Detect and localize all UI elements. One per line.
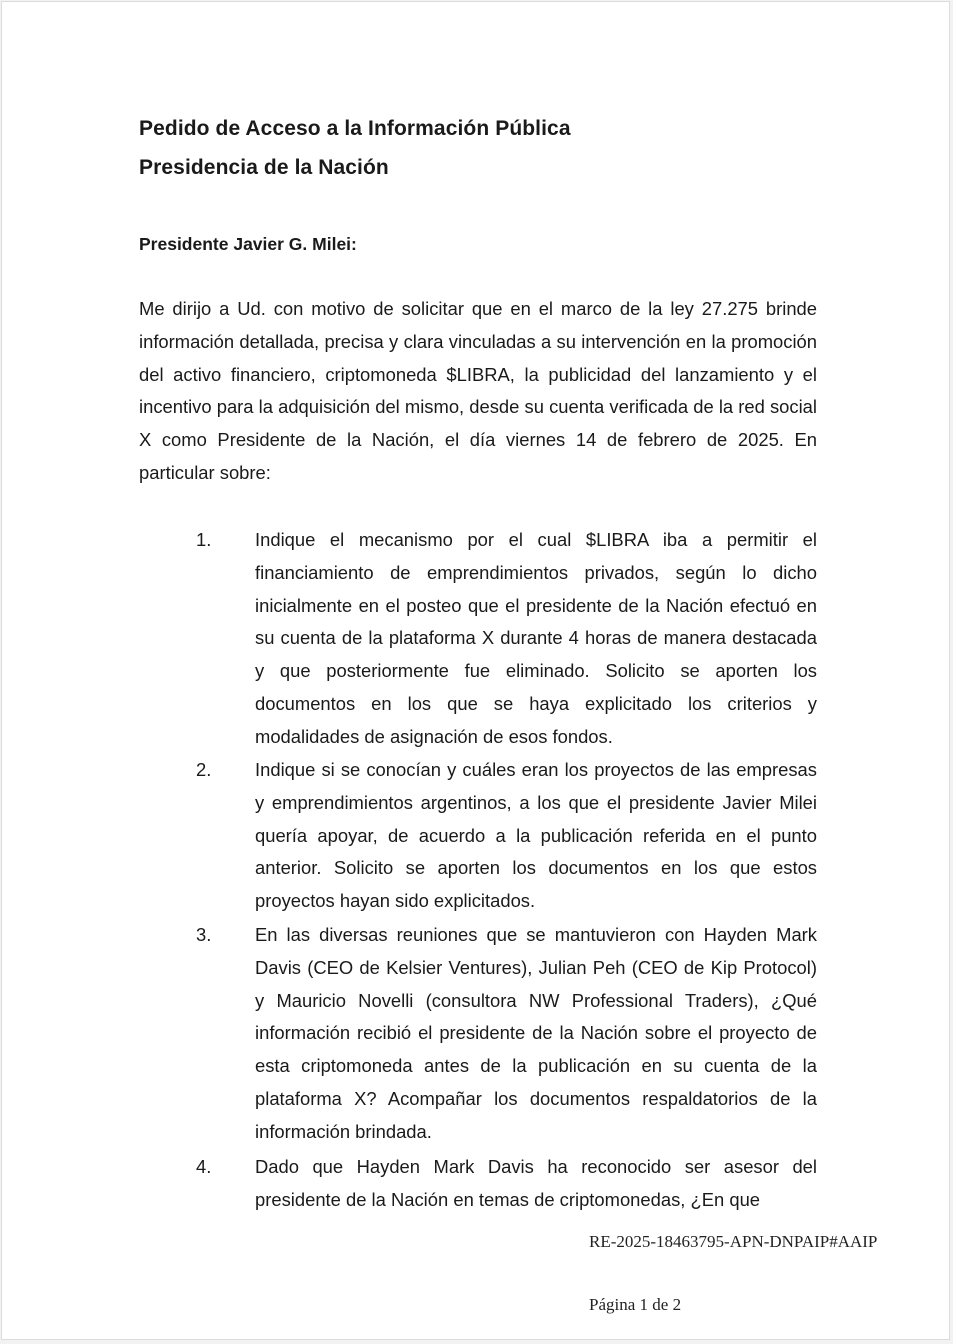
- document-page: [1, 1, 950, 1340]
- list-item-number: 4.: [196, 1156, 212, 1177]
- document-addressee-institution: Presidencia de la Nación: [139, 156, 389, 179]
- list-item-number: 1.: [196, 529, 212, 550]
- document-reference: RE-2025-18463795-APN-DNPAIP#AAIP: [589, 1232, 878, 1251]
- page-indicator: Página 1 de 2: [589, 1295, 682, 1314]
- intro-paragraph: Me dirijo a Ud. con motivo de solicitar que en el marco de la ley 27.275 brinde información detallada, precisa y clara vinculadas a su intervención en la promoción del activo financiero, criptomoneda $LIBRA, la publicidad del lanzamiento y el incentivo para la adquisición del mismo, desde su cuenta verificada de la red social X como Presidente de la Nación, el día viernes 14 de febrero de 2025. En particular sobre:: [139, 298, 817, 483]
- document-title: Pedido de Acceso a la Información Pública: [139, 117, 571, 140]
- list-item-text: Indique si se conocían y cuáles eran los proyectos de las empresas y emprendimientos argentinos, a los que el presidente Javier Milei quería apoyar, de acuerdo a la publicación referida en el punto anterior. Solicito se aporten los documentos en los que estos proyectos hayan sido explicitados.: [255, 759, 817, 912]
- list-item-number: 2.: [196, 759, 212, 780]
- list-item-text: Dado que Hayden Mark Davis ha reconocido ser asesor del presidente de la Nación en temas de criptomonedas, ¿En que: [255, 1156, 817, 1210]
- list-item-number: 3.: [196, 924, 212, 945]
- salutation: Presidente Javier G. Milei:: [139, 234, 357, 254]
- list-item-text: En las diversas reuniones que se mantuvieron con Hayden Mark Davis (CEO de Kelsier Ventures), Julian Peh (CEO de Kip Protocol) y Mauricio Novelli (consultora NW Professional Traders), ¿Qué información recibió el presidente de la Nación sobre el proyecto de esta criptomoneda antes de la publicación en su cuenta de la plataforma X? Acompañar los documentos respaldatorios de la información brindada.: [255, 924, 817, 1142]
- list-item-text: Indique el mecanismo por el cual $LIBRA iba a permitir el financiamiento de emprendimientos privados, según lo dicho inicialmente en el posteo que el presidente de la Nación efectuó en su cuenta de la plataforma X durante 4 horas de manera destacada y que posteriormente fue eliminado. Solicito se aporten los documentos en los que se haya explicitado los criterios y modalidades de asignación de esos fondos.: [255, 529, 817, 747]
